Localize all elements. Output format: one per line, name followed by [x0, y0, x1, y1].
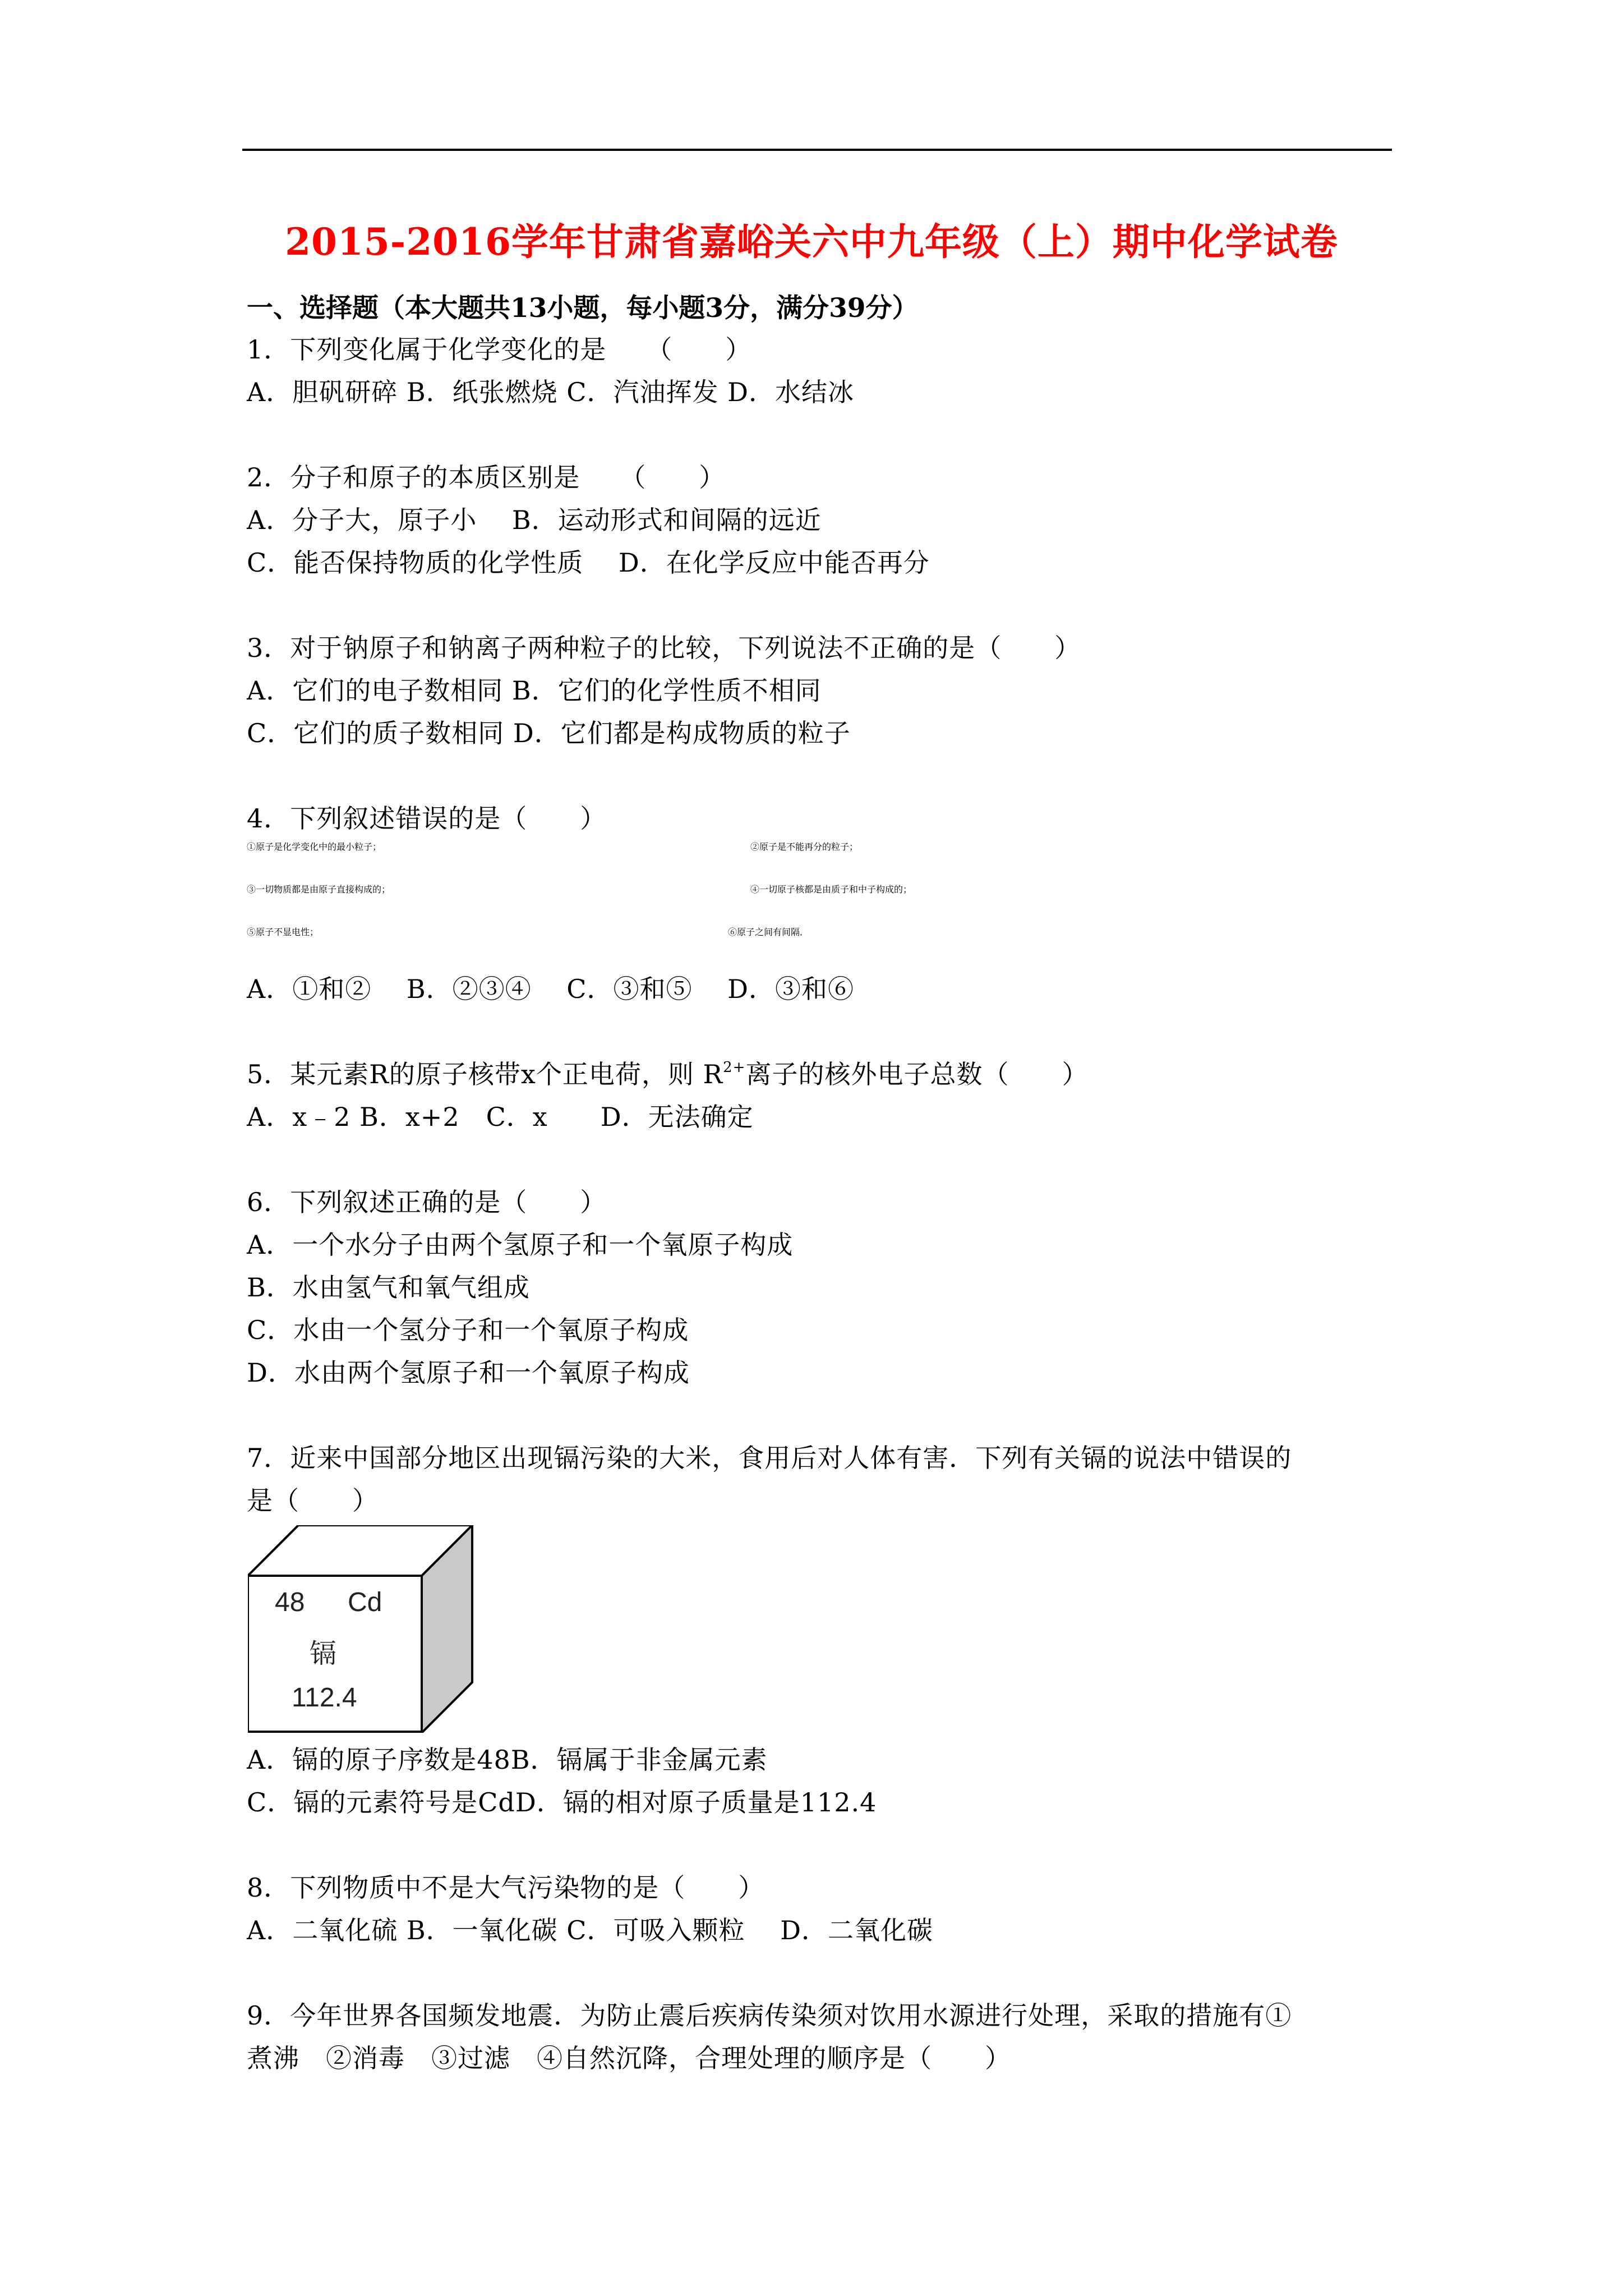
q5-stem-b: 离子的核外电子总数（ ） [745, 1059, 1089, 1089]
element-name: 镉 [310, 1638, 337, 1669]
question-4-row1 [247, 840, 1402, 882]
statement-4: ④一切原子核都是由质子和中子构成的； [750, 885, 912, 895]
question-7-stem-line2: 是（ ） [247, 1485, 379, 1516]
exam-title: 2015-2016学年甘肃省嘉峪关六中九年级（上）期中化学试卷 [285, 220, 1338, 264]
atomic-number: 48 [275, 1588, 305, 1617]
question-7-stem-line1: 7．近来中国部分地区出现镉污染的大米，食用后对人体有害．下列有关镉的说法中错误的 [247, 1443, 1292, 1473]
question-3-stem: 3．对于钠原子和钠离子两种粒子的比较，下列说法不正确的是（ ） [247, 633, 1081, 663]
statement-3: ③一切物质都是由原子直接构成的； [247, 885, 391, 895]
question-4-stem: 4．下列叙述错误的是（ ） [247, 803, 607, 834]
question-6-option-d: D．水由两个氢原子和一个氧原子构成 [247, 1358, 690, 1388]
question-7-options-line2: C．镉的元素符号是CdD．镉的相对原子质量是112.4 [247, 1787, 877, 1818]
question-5-stem [247, 1053, 1402, 1096]
question-4-row3 [247, 925, 1402, 968]
question-4-row2 [247, 882, 1402, 925]
q5-stem-a: 5．某元素R的原子核带x个正电荷，则 R [247, 1059, 723, 1089]
question-6-option-a: A．一个水分子由两个氢原子和一个氧原子构成 [247, 1230, 794, 1260]
element-cube-figure [248, 1525, 483, 1733]
question-4-options: A．①和② B．②③④ C．③和⑤ D．③和⑥ [247, 974, 854, 1004]
statement-6: ⑥原子之间有间隔． [728, 928, 809, 937]
question-6-option-b: B．水由氢气和氧气组成 [247, 1272, 530, 1303]
question-7-options-line1: A．镉的原子序数是48B．镉属于非金属元素 [247, 1745, 768, 1775]
atomic-mass: 112.4 [292, 1683, 357, 1713]
question-9-stem-line2: 煮沸 ②消毒 ③过滤 ④自然沉降，合理处理的顺序是（ ） [247, 2043, 1011, 2073]
question-8-options: A．二氧化硫 B．一氧化碳 C．可吸入颗粒 D．二氧化碳 [247, 1915, 933, 1945]
header-rule [242, 149, 1392, 151]
statement-2: ②原子是不能再分的粒子； [750, 843, 859, 852]
question-2-options-line1: A．分子大，原子小 B．运动形式和间隔的远近 [247, 505, 822, 535]
statement-1: ①原子是化学变化中的最小粒子； [247, 843, 382, 852]
question-2-options-line2: C．能否保持物质的化学性质 D．在化学反应中能否再分 [247, 547, 930, 578]
question-8-stem: 8．下列物质中不是大气污染物的是（ ） [247, 1872, 765, 1903]
statement-5: ⑤原子不显电性； [247, 928, 319, 937]
question-3-options-line1: A．它们的电子数相同 B．它们的化学性质不相同 [247, 675, 822, 706]
question-1-stem: 1．下列变化属于化学变化的是 （ ） [247, 334, 752, 365]
questions [247, 328, 1402, 2079]
question-9-stem-line1: 9．今年世界各国频发地震．为防止震后疾病传染须对饮用水源进行处理，采取的措施有① [247, 2000, 1292, 2031]
question-3-options-line2: C．它们的质子数相同 D．它们都是构成物质的粒子 [247, 718, 851, 748]
question-1-options: A．胆矾研碎 B．纸张燃烧 C．汽油挥发 D．水结冰 [247, 377, 854, 407]
charge-superscript: 2+ [723, 1059, 746, 1076]
element-symbol: Cd [348, 1588, 382, 1617]
question-6-option-c: C．水由一个氢分子和一个氧原子构成 [247, 1315, 689, 1345]
question-5-options: A．x﹣2 B．x+2 C．x D．无法确定 [247, 1102, 754, 1132]
cube-outline [248, 1525, 483, 1733]
section-heading: 一、选择题（本大题共13小题，每小题3分，满分39分） [247, 293, 919, 324]
question-6-stem: 6．下列叙述正确的是（ ） [247, 1187, 607, 1217]
question-2-stem: 2．分子和原子的本质区别是 （ ） [247, 462, 726, 493]
